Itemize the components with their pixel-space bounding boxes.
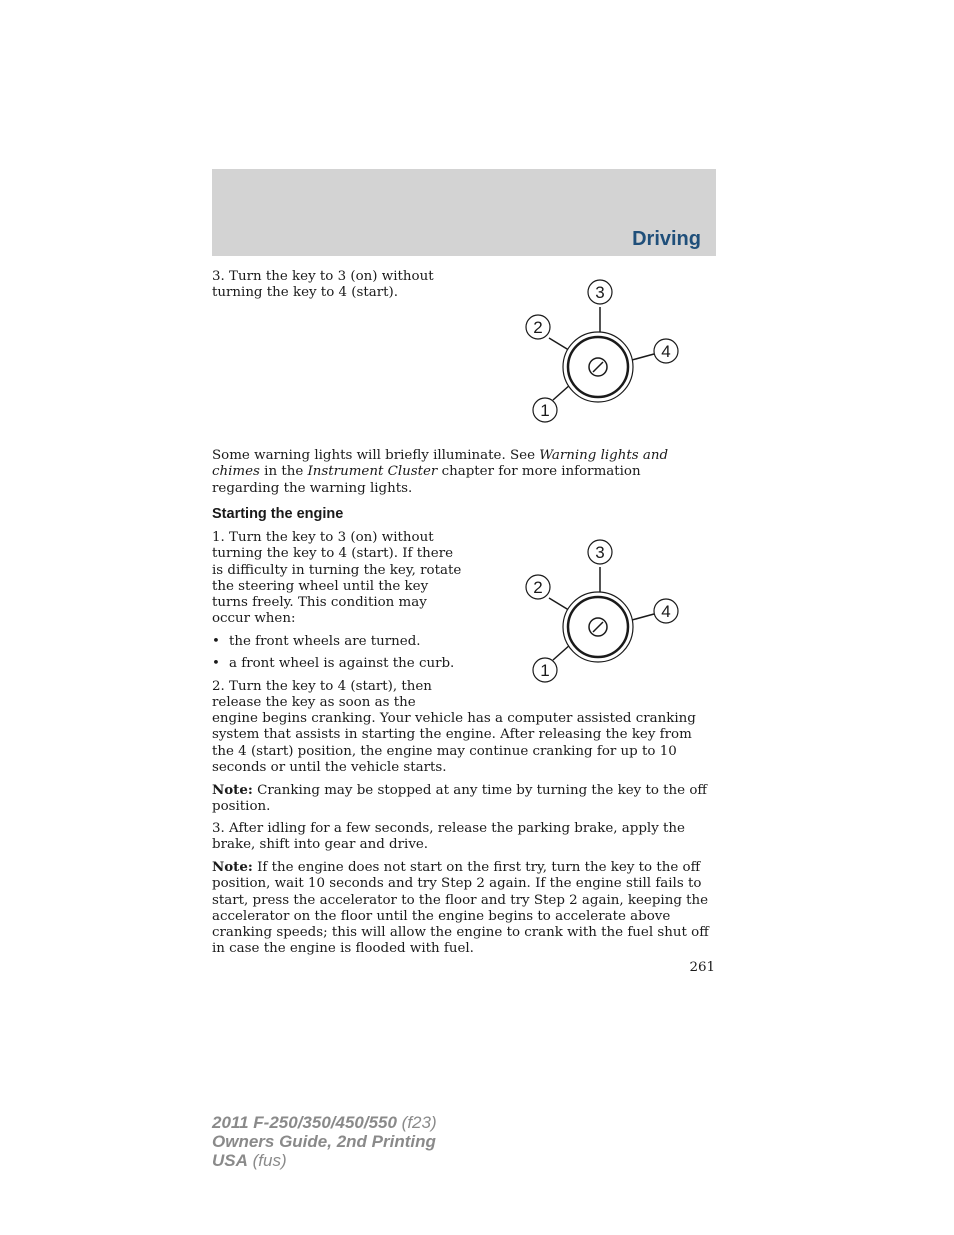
section-header-bar [212, 169, 716, 256]
footer-edition: Owners Guide, 2nd Printing [212, 1132, 436, 1151]
ignition-diagram-top [520, 275, 690, 430]
note-label: Note: [212, 782, 253, 798]
position-1-label: 1 [540, 661, 550, 680]
footer-market: USA [212, 1151, 248, 1170]
bullet-item [212, 656, 454, 672]
footer-market-code: (fus) [247, 1151, 287, 1170]
position-2-label: 2 [533, 578, 543, 597]
position-2-label: 2 [533, 318, 543, 337]
note-text: Cranking may be stopped at any time by turning the key to the off position. [212, 783, 707, 815]
step-1-text: 1. Turn the key to 3 (on) without turning the key to 4 (start). If there is difficulty in turning the key, rotate the steering wheel until the key turns freely. This condition may occur when: [212, 530, 462, 627]
bullet-item [212, 634, 421, 650]
bullet-marker: • [212, 656, 220, 671]
warning-text-2: in the [259, 464, 308, 480]
position-3-label: 3 [595, 283, 605, 302]
note-label: Note: [212, 859, 253, 875]
position-4-label: 4 [661, 602, 671, 621]
bullet-text: the front wheels are turned. [229, 634, 421, 649]
position-3-label: 3 [595, 543, 605, 562]
subsection-heading: Starting the engine [212, 506, 344, 522]
note-text: If the engine does not start on the first try, turn the key to the off position, wait 10 seconds and try Step 2 again. If the engine still fails to start, press the accelerator to the floor and try Step 2 again, keeping the accelerator on the floor until the engine begins to accelerate above cranking speeds; this will allow the engine to crank with the fuel shut off in case the engine is flooded with fuel. [212, 860, 709, 957]
instrument-cluster-reference: Instrument Cluster [307, 464, 438, 480]
footer-model: 2011 F-250/350/450/550 [212, 1113, 397, 1132]
note-engine-not-start [212, 859, 716, 958]
step-3-on-text: 3. Turn the key to 3 (on) without turning the key to 4 (start). [212, 269, 434, 301]
bullet-text: a front wheel is against the curb. [229, 656, 455, 671]
warning-lights-reference: Warning lights and chimes [212, 448, 669, 480]
step-3-drive-text: 3. After idling for a few seconds, release the parking brake, apply the brake, shift into gear and drive. [212, 821, 685, 853]
position-4-label: 4 [661, 342, 671, 361]
ignition-diagram-bottom [520, 535, 690, 690]
step-2-text-continued: engine begins cranking. Your vehicle has a computer assisted cranking system that assists in starting the engine. After releasing the key from the 4 (start) position, the engine may continue cranking for up to 10 seconds or until the vehicle starts. [212, 711, 696, 775]
position-1-label: 1 [540, 401, 550, 420]
step-2-text-start: 2. Turn the key to 4 (start), then release the key as soon as the [212, 679, 432, 711]
document-footer [212, 1113, 437, 1170]
bullet-marker: • [212, 634, 220, 649]
footer-model-code: (f23) [396, 1113, 437, 1132]
note-cranking [212, 782, 716, 816]
warning-text-1: Some warning lights will briefly illuminate. See [212, 448, 540, 463]
warning-lights-paragraph [212, 448, 712, 497]
warning-text-3: chapter for more information regarding the warning lights. [212, 464, 641, 496]
page-number: 261 [689, 960, 715, 975]
section-title: Driving [632, 228, 701, 250]
